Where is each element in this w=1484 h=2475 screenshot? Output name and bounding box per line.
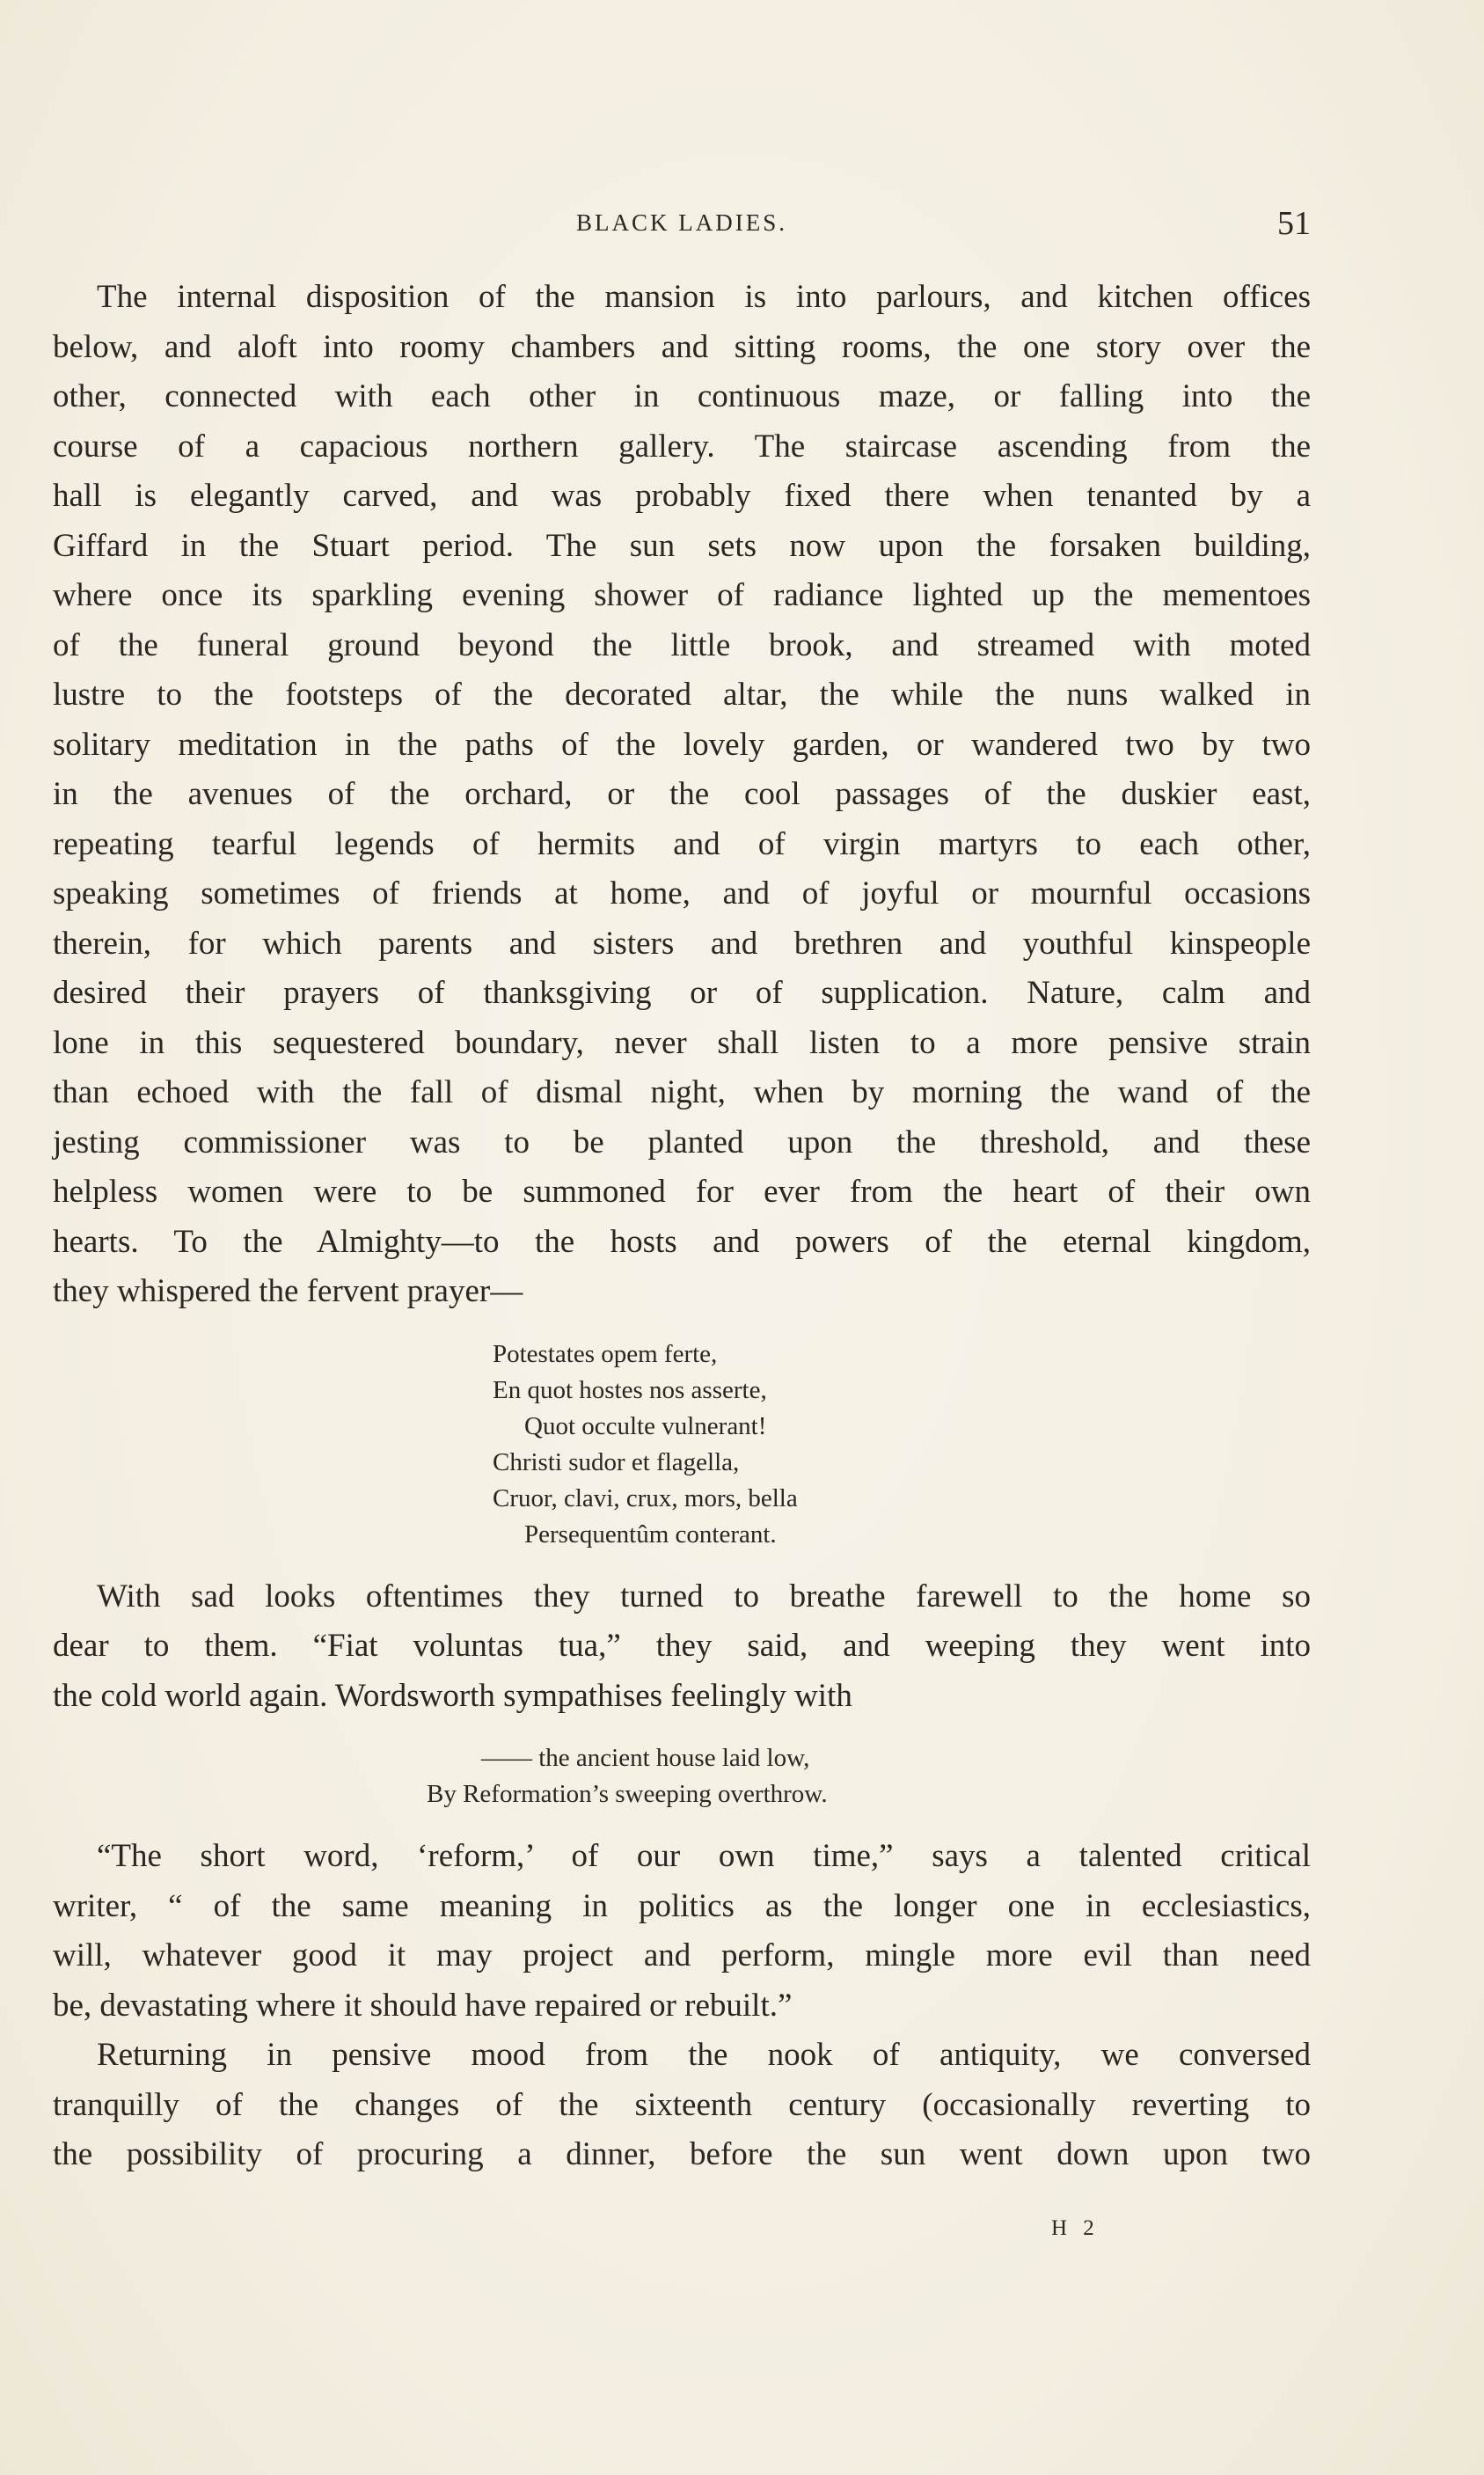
text-line: therein, for which parents and sisters and brethren and youthful kinspeople <box>53 925 1311 962</box>
text-line: writer, “ of the same meaning in politics as the longer one in ecclesiastics, <box>53 1887 1311 1924</box>
text-line: hearts. To the Almighty—to the hosts and powers of the eternal kingdom, <box>53 1223 1311 1260</box>
text-line: other, connected with each other in continuous maze, or falling into the <box>53 378 1311 414</box>
text-line: “The short word, ‘reform,’ of our own time,” says a talented critical <box>97 1838 1311 1874</box>
text-line: be, devastating where it should have repaired or rebuilt.” <box>53 1987 793 2024</box>
text-line: of the funeral ground beyond the little brook, and streamed with moted <box>53 626 1311 663</box>
paragraph-1 <box>53 273 1311 1317</box>
paragraph-2 <box>53 1572 1311 1722</box>
page-number: 51 <box>1277 205 1311 242</box>
verse-line: By Reformation’s sweeping overthrow. <box>427 1780 828 1808</box>
verse-line: Quot occulte vulnerant! <box>524 1411 767 1440</box>
verse-line: Potestates opem ferte, <box>493 1339 718 1368</box>
text-line: Giffard in the Stuart period. The sun sets now upon the forsaken building, <box>53 527 1311 564</box>
verse-line: En quot hostes nos asserte, <box>493 1375 767 1404</box>
text-line: hall is elegantly carved, and was probably fixed there when tenanted by a <box>53 478 1311 514</box>
body-text <box>53 273 1311 2180</box>
text-line: course of a capacious northern gallery. The staircase ascending from the <box>53 428 1311 465</box>
text-line: With sad looks oftentimes they turned to breathe farewell to the home so <box>97 1578 1311 1615</box>
text-line: repeating tearful legends of hermits and of virgin martyrs to each other, <box>53 825 1311 862</box>
text-line: speaking sometimes of friends at home, and of joyful or mournful occasions <box>53 875 1311 912</box>
paragraph-3 <box>53 1832 1311 2031</box>
page-header <box>53 204 1311 257</box>
signature-mark: H 2 <box>1051 2216 1100 2240</box>
text-line: helpless women were to be summoned for ever from the heart of their own <box>53 1174 1311 1210</box>
text-line: tranquilly of the changes of the sixteenth century (occasionally reverting to <box>53 2086 1311 2123</box>
text-line: Returning in pensive mood from the nook of antiquity, we conversed <box>97 2037 1311 2073</box>
text-line: dear to them. “Fiat voluntas tua,” they said, and weeping they went into <box>53 1628 1311 1664</box>
text-line: solitary meditation in the paths of the lovely garden, or wandered two by two <box>53 726 1311 763</box>
verse-line: Christi sudor et flagella, <box>493 1447 740 1476</box>
verse-wordsworth <box>427 1740 1311 1812</box>
text-line: they whispered the fervent prayer— <box>53 1273 523 1309</box>
text-line: will, whatever good it may project and perform, mingle more evil than need <box>53 1937 1311 1973</box>
paragraph-4 <box>53 2031 1311 2180</box>
text-line: the possibility of procuring a dinner, before the sun went down upon two <box>53 2136 1311 2172</box>
verse-line: Persequentûm conterant. <box>524 1519 777 1549</box>
text-line: lustre to the footsteps of the decorated altar, the while the nuns walked in <box>53 677 1311 713</box>
verse-line: Cruor, clavi, crux, mors, bella <box>493 1483 798 1512</box>
text-line: The internal disposition of the mansion is into parlours, and kitchen offices <box>97 279 1311 315</box>
running-head: BLACK LADIES. <box>576 209 787 236</box>
text-line: the cold world again. Wordsworth sympathises feelingly with <box>53 1677 852 1714</box>
text-line: desired their prayers of thanksgiving or of supplication. Nature, calm and <box>53 975 1311 1011</box>
text-line: where once its sparkling evening shower of radiance lighted up the mementoes <box>53 577 1311 613</box>
verse-latin <box>493 1336 1311 1553</box>
text-line: below, and aloft into roomy chambers and sitting rooms, the one story over the <box>53 328 1311 365</box>
text-line: jesting commissioner was to be planted upon the threshold, and these <box>53 1124 1311 1161</box>
text-line: than echoed with the fall of dismal night, when by morning the wand of the <box>53 1074 1311 1110</box>
text-line: lone in this sequestered boundary, never shall listen to a more pensive strain <box>53 1024 1311 1061</box>
verse-line: —— the ancient house laid low, <box>481 1744 810 1772</box>
text-line: in the avenues of the orchard, or the cool passages of the duskier east, <box>53 776 1311 812</box>
